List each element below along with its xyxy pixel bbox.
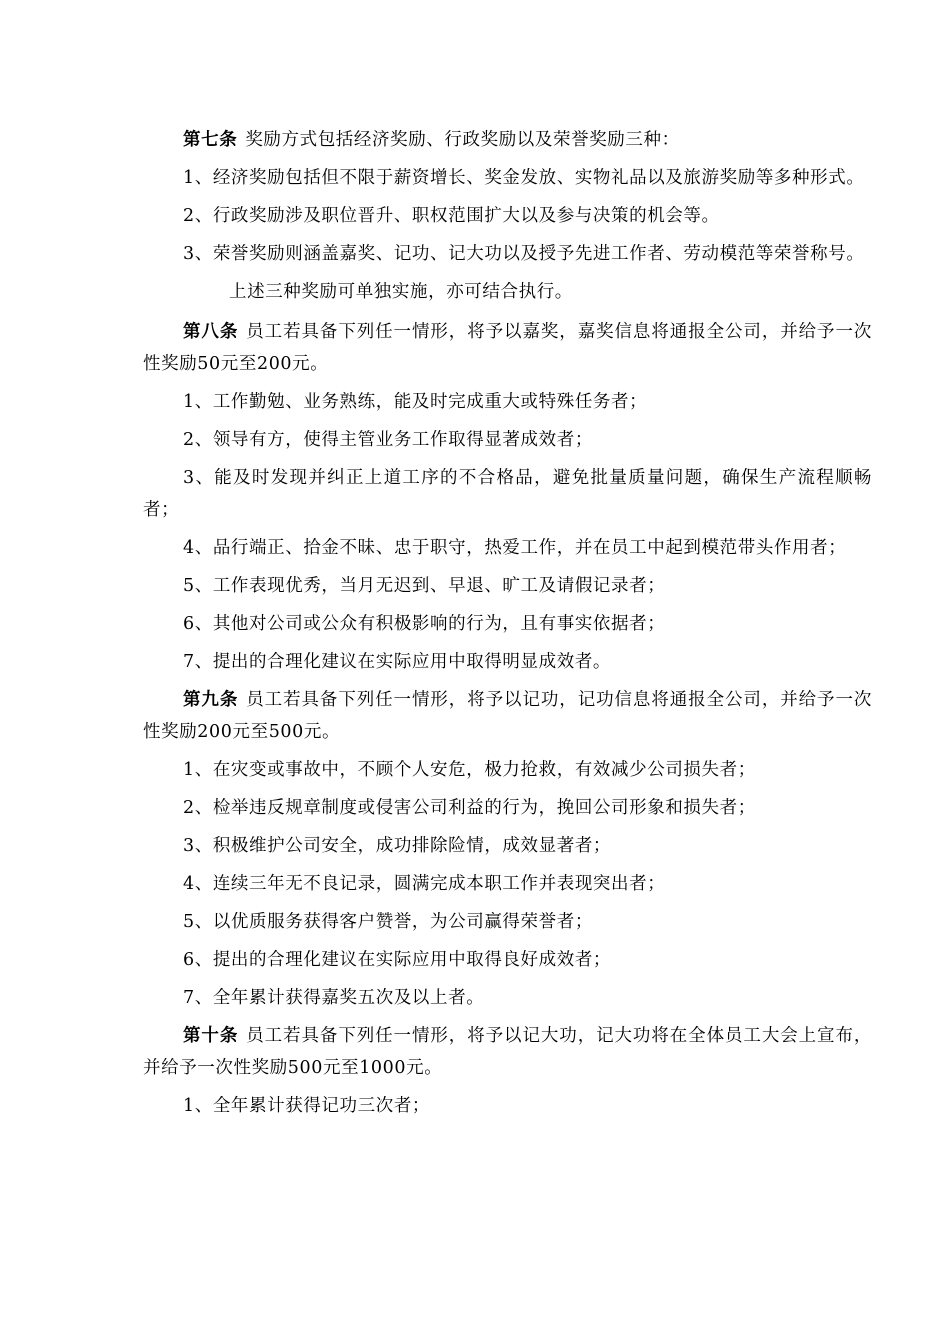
article-7-note: 上述三种奖励可单独实施，亦可结合执行。 bbox=[229, 282, 573, 302]
article-9-item-6: 6、提出的合理化建议在实际应用中取得良好成效者； bbox=[183, 950, 612, 970]
article-9-item-7: 7、全年累计获得嘉奖五次及以上者。 bbox=[183, 988, 485, 1008]
article-7-heading: 第七条 bbox=[183, 130, 238, 150]
article-9-item-4: 4、连续三年无不良记录，圆满完成本职工作并表现突出者； bbox=[183, 874, 666, 894]
article-10-heading: 第十条 bbox=[183, 1026, 239, 1046]
article-9-heading: 第九条 bbox=[183, 690, 239, 710]
article-8-item-1: 1、工作勤勉、业务熟练，能及时完成重大或特殊任务者； bbox=[183, 392, 648, 412]
article-7-item-3: 3、荣誉奖励则涵盖嘉奖、记功、记大功以及授予先进工作者、劳动模范等荣誉称号。 bbox=[183, 244, 865, 264]
article-8-text: 员工若具备下列任一情形，将予以嘉奖，嘉奖信息将通报全公司，并给予一次性奖励50元至200元。 bbox=[143, 322, 872, 374]
article-7-text: 奖励方式包括经济奖励、行政奖励以及荣誉奖励三种： bbox=[245, 130, 680, 150]
article-8-heading: 第八条 bbox=[183, 322, 239, 342]
article-10-item-1: 1、全年累计获得记功三次者； bbox=[183, 1096, 431, 1116]
article-9-item-1: 1、在灾变或事故中，不顾个人安危，极力抢救，有效减少公司损失者； bbox=[183, 760, 756, 780]
article-8-item-3: 3、能及时发现并纠正上道工序的不合格品，避免批量质量问题，确保生产流程顺畅者； bbox=[143, 468, 872, 520]
article-9-text: 员工若具备下列任一情形，将予以记功，记功信息将通报全公司，并给予一次性奖励200元至500元。 bbox=[143, 690, 872, 742]
article-8-item-6: 6、其他对公司或公众有积极影响的行为，且有事实依据者； bbox=[183, 614, 666, 634]
article-9-item-5: 5、以优质服务获得客户赞誉，为公司赢得荣誉者； bbox=[183, 912, 593, 932]
article-8-item-4: 4、品行端正、拾金不昧、忠于职守，热爱工作，并在员工中起到模范带头作用者； bbox=[183, 538, 847, 558]
article-9-item-2: 2、检举违反规章制度或侵害公司利益的行为，挽回公司形象和损失者； bbox=[183, 798, 756, 818]
article-9-intro bbox=[143, 684, 872, 748]
article-7-item-1: 1、经济奖励包括但不限于薪资增长、奖金发放、实物礼品以及旅游奖励等多种形式。 bbox=[183, 168, 865, 188]
article-8-intro bbox=[143, 316, 872, 380]
article-7-item-2: 2、行政奖励涉及职位晋升、职权范围扩大以及参与决策的机会等。 bbox=[183, 206, 720, 226]
article-10-text: 员工若具备下列任一情形，将予以记大功，记大功将在全体员工大会上宣布，并给予一次性奖励500元至1000元。 bbox=[143, 1026, 872, 1078]
article-8-item-2: 2、领导有方，使得主管业务工作取得显著成效者； bbox=[183, 430, 593, 450]
article-8-item-7: 7、提出的合理化建议在实际应用中取得明显成效者。 bbox=[183, 652, 612, 672]
article-7-intro bbox=[143, 124, 872, 156]
article-10-intro bbox=[143, 1020, 872, 1084]
article-9-item-3: 3、积极维护公司安全，成功排除险情，成效显著者； bbox=[183, 836, 612, 856]
article-8-item-5: 5、工作表现优秀，当月无迟到、早退、旷工及请假记录者； bbox=[183, 576, 666, 596]
